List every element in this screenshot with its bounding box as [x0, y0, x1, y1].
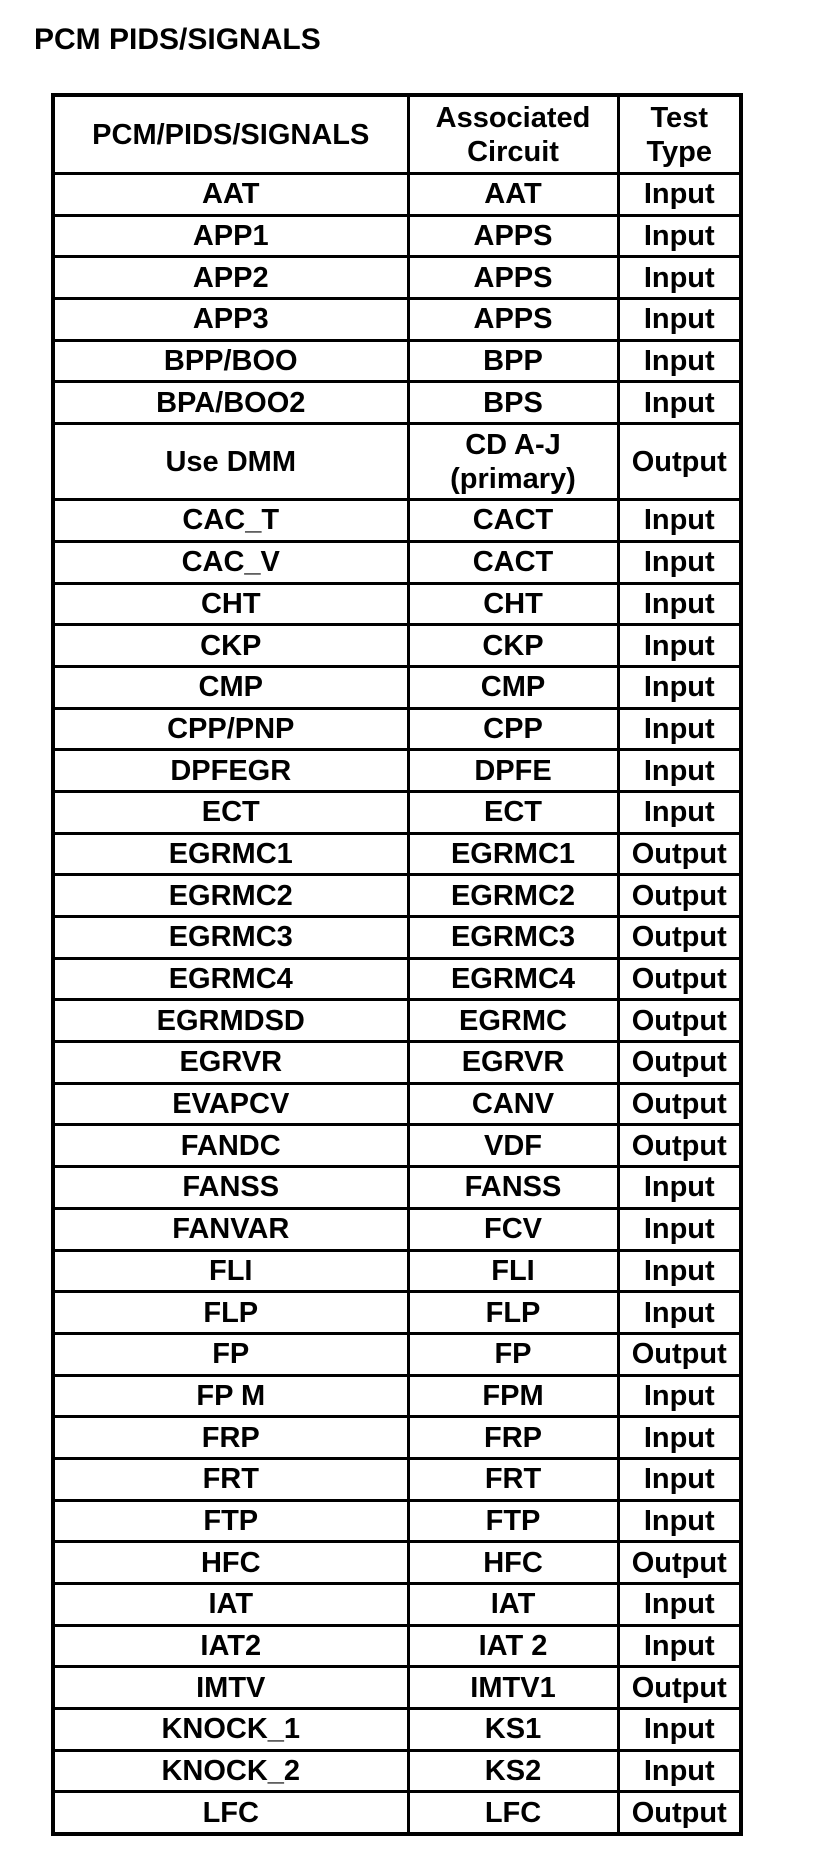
cell-signal: APP3	[53, 299, 408, 341]
table-row	[53, 833, 741, 875]
cell-associated-circuit: FRP	[408, 1417, 618, 1459]
table-row	[53, 583, 741, 625]
cell-test-type: Input	[618, 1375, 741, 1417]
cell-associated-circuit: EGRMC2	[408, 875, 618, 917]
cell-signal: ECT	[53, 791, 408, 833]
cell-signal: FP	[53, 1333, 408, 1375]
table-row	[53, 174, 741, 216]
cell-signal: DPFEGR	[53, 750, 408, 792]
cell-signal: AAT	[53, 174, 408, 216]
cell-test-type: Output	[618, 1000, 741, 1042]
table-row	[53, 1792, 741, 1834]
cell-signal: IAT	[53, 1584, 408, 1626]
table-row	[53, 257, 741, 299]
cell-signal: FP M	[53, 1375, 408, 1417]
column-header-test-type: Test Type	[618, 95, 741, 174]
cell-test-type: Input	[618, 340, 741, 382]
cell-test-type: Input	[618, 174, 741, 216]
cell-signal: HFC	[53, 1542, 408, 1584]
cell-signal: FLI	[53, 1250, 408, 1292]
table-row	[53, 1584, 741, 1626]
table-row	[53, 215, 741, 257]
cell-test-type: Output	[618, 1667, 741, 1709]
table-row	[53, 1625, 741, 1667]
cell-signal: CAC_T	[53, 500, 408, 542]
table-row	[53, 1709, 741, 1751]
cell-associated-circuit: KS2	[408, 1750, 618, 1792]
cell-associated-circuit: CD A-J (primary)	[408, 424, 618, 500]
cell-signal: Use DMM	[53, 424, 408, 500]
cell-associated-circuit: CANV	[408, 1083, 618, 1125]
cell-signal: APP2	[53, 257, 408, 299]
cell-associated-circuit: FP	[408, 1333, 618, 1375]
cell-signal: FRP	[53, 1417, 408, 1459]
cell-associated-circuit: EGRMC4	[408, 958, 618, 1000]
cell-signal: BPP/BOO	[53, 340, 408, 382]
cell-associated-circuit: DPFE	[408, 750, 618, 792]
signals-table	[51, 93, 743, 1836]
cell-associated-circuit: BPP	[408, 340, 618, 382]
cell-associated-circuit: CACT	[408, 500, 618, 542]
cell-signal: CHT	[53, 583, 408, 625]
cell-test-type: Input	[618, 500, 741, 542]
table-row	[53, 1458, 741, 1500]
cell-associated-circuit: CACT	[408, 541, 618, 583]
cell-signal: EGRMC3	[53, 917, 408, 959]
cell-signal: FANVAR	[53, 1208, 408, 1250]
cell-test-type: Input	[618, 750, 741, 792]
cell-signal: EGRMC2	[53, 875, 408, 917]
cell-signal: KNOCK_2	[53, 1750, 408, 1792]
table-row	[53, 708, 741, 750]
cell-associated-circuit: APPS	[408, 299, 618, 341]
cell-signal: CMP	[53, 666, 408, 708]
cell-test-type: Output	[618, 424, 741, 500]
cell-test-type: Output	[618, 1333, 741, 1375]
cell-associated-circuit: IAT 2	[408, 1625, 618, 1667]
cell-associated-circuit: FANSS	[408, 1167, 618, 1209]
cell-test-type: Output	[618, 1125, 741, 1167]
cell-associated-circuit: LFC	[408, 1792, 618, 1834]
cell-associated-circuit: VDF	[408, 1125, 618, 1167]
cell-test-type: Input	[618, 215, 741, 257]
cell-test-type: Input	[618, 382, 741, 424]
cell-test-type: Output	[618, 833, 741, 875]
cell-associated-circuit: APPS	[408, 257, 618, 299]
table-body	[53, 174, 741, 1834]
cell-associated-circuit: EGRMC	[408, 1000, 618, 1042]
cell-test-type: Input	[618, 1167, 741, 1209]
cell-test-type: Input	[618, 1250, 741, 1292]
cell-signal: APP1	[53, 215, 408, 257]
cell-test-type: Input	[618, 666, 741, 708]
cell-associated-circuit: CKP	[408, 625, 618, 667]
cell-signal: FTP	[53, 1500, 408, 1542]
cell-test-type: Input	[618, 1417, 741, 1459]
cell-test-type: Input	[618, 1584, 741, 1626]
cell-signal: EGRMC4	[53, 958, 408, 1000]
cell-associated-circuit: BPS	[408, 382, 618, 424]
page-title: PCM PIDS/SIGNALS	[34, 23, 321, 56]
table-row	[53, 1042, 741, 1084]
cell-test-type: Input	[618, 625, 741, 667]
cell-test-type: Output	[618, 958, 741, 1000]
cell-test-type: Input	[618, 1458, 741, 1500]
cell-associated-circuit: KS1	[408, 1709, 618, 1751]
table-row	[53, 299, 741, 341]
cell-signal: IAT2	[53, 1625, 408, 1667]
cell-associated-circuit: FRT	[408, 1458, 618, 1500]
cell-test-type: Input	[618, 1500, 741, 1542]
table-row	[53, 666, 741, 708]
cell-associated-circuit: IMTV1	[408, 1667, 618, 1709]
cell-associated-circuit: FPM	[408, 1375, 618, 1417]
column-header-associated-circuit: Associated Circuit	[408, 95, 618, 174]
cell-associated-circuit: FTP	[408, 1500, 618, 1542]
table-row	[53, 1208, 741, 1250]
cell-signal: FLP	[53, 1292, 408, 1334]
table-row	[53, 424, 741, 500]
cell-associated-circuit: CMP	[408, 666, 618, 708]
column-header-signal: PCM/PIDS/SIGNALS	[53, 95, 408, 174]
table-header	[53, 95, 741, 174]
table-row	[53, 625, 741, 667]
table-row	[53, 1667, 741, 1709]
cell-signal: EGRMC1	[53, 833, 408, 875]
cell-test-type: Output	[618, 917, 741, 959]
table-row	[53, 1417, 741, 1459]
cell-test-type: Output	[618, 1542, 741, 1584]
table-row	[53, 875, 741, 917]
table-row	[53, 917, 741, 959]
cell-test-type: Output	[618, 875, 741, 917]
cell-signal: BPA/BOO2	[53, 382, 408, 424]
table-row	[53, 500, 741, 542]
cell-signal: IMTV	[53, 1667, 408, 1709]
cell-test-type: Input	[618, 1292, 741, 1334]
cell-test-type: Input	[618, 1709, 741, 1751]
cell-test-type: Input	[618, 1625, 741, 1667]
cell-signal: CPP/PNP	[53, 708, 408, 750]
table-row	[53, 1167, 741, 1209]
cell-associated-circuit: CHT	[408, 583, 618, 625]
cell-signal: EGRMDSD	[53, 1000, 408, 1042]
table-row	[53, 750, 741, 792]
cell-signal: KNOCK_1	[53, 1709, 408, 1751]
table-row	[53, 1000, 741, 1042]
cell-test-type: Input	[618, 708, 741, 750]
cell-test-type: Output	[618, 1792, 741, 1834]
cell-signal: FRT	[53, 1458, 408, 1500]
cell-test-type: Input	[618, 257, 741, 299]
table-row	[53, 1375, 741, 1417]
cell-signal: CAC_V	[53, 541, 408, 583]
cell-associated-circuit: APPS	[408, 215, 618, 257]
table-row	[53, 958, 741, 1000]
cell-signal: FANDC	[53, 1125, 408, 1167]
cell-test-type: Input	[618, 791, 741, 833]
cell-associated-circuit: EGRVR	[408, 1042, 618, 1084]
cell-test-type: Input	[618, 541, 741, 583]
cell-associated-circuit: AAT	[408, 174, 618, 216]
table-row	[53, 1500, 741, 1542]
table-row	[53, 791, 741, 833]
table-row	[53, 1292, 741, 1334]
cell-associated-circuit: IAT	[408, 1584, 618, 1626]
table-row	[53, 1083, 741, 1125]
table-row	[53, 1125, 741, 1167]
cell-associated-circuit: EGRMC3	[408, 917, 618, 959]
cell-signal: EGRVR	[53, 1042, 408, 1084]
cell-test-type: Output	[618, 1042, 741, 1084]
cell-associated-circuit: FLP	[408, 1292, 618, 1334]
table-row	[53, 1750, 741, 1792]
cell-test-type: Input	[618, 299, 741, 341]
cell-signal: CKP	[53, 625, 408, 667]
cell-test-type: Input	[618, 583, 741, 625]
cell-associated-circuit: HFC	[408, 1542, 618, 1584]
table-row	[53, 1333, 741, 1375]
cell-signal: EVAPCV	[53, 1083, 408, 1125]
cell-test-type: Input	[618, 1750, 741, 1792]
cell-associated-circuit: FLI	[408, 1250, 618, 1292]
table-row	[53, 1542, 741, 1584]
table-row	[53, 382, 741, 424]
table-row	[53, 1250, 741, 1292]
cell-associated-circuit: EGRMC1	[408, 833, 618, 875]
cell-signal: FANSS	[53, 1167, 408, 1209]
cell-test-type: Input	[618, 1208, 741, 1250]
cell-test-type: Output	[618, 1083, 741, 1125]
cell-associated-circuit: CPP	[408, 708, 618, 750]
table-row	[53, 340, 741, 382]
cell-associated-circuit: ECT	[408, 791, 618, 833]
cell-signal: LFC	[53, 1792, 408, 1834]
table-row	[53, 541, 741, 583]
cell-associated-circuit: FCV	[408, 1208, 618, 1250]
header-row	[53, 95, 741, 174]
